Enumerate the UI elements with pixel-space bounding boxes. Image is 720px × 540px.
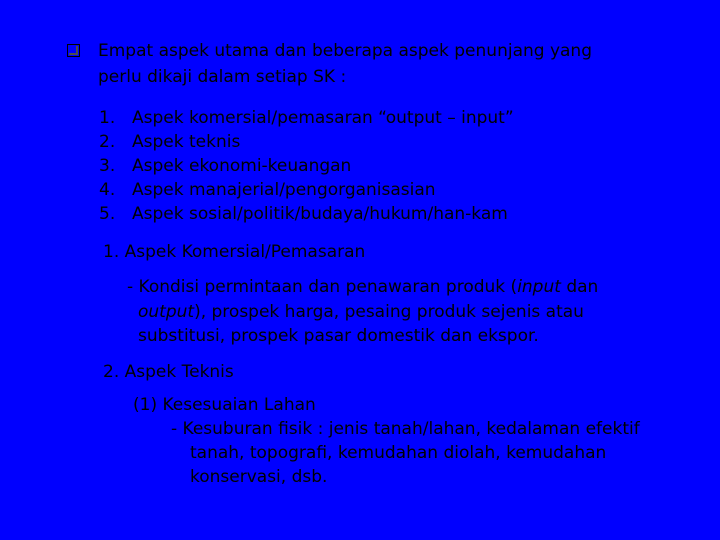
list-item-label: Aspek manajerial/pengorganisasian (132, 180, 436, 200)
section-2-heading: 2. Aspek Teknis (103, 362, 234, 382)
text-run: - Kondisi permintaan dan penawaran produk ( (127, 277, 518, 297)
list-item-label: Aspek ekonomi-keuangan (132, 156, 352, 176)
section-1-heading: 1. Aspek Komersial/Pemasaran (103, 242, 366, 262)
section-2-detail-line-1: - Kesuburan fisik : jenis tanah/lahan, kedalaman efektif (171, 419, 640, 439)
checkbox-bullet-icon (67, 44, 80, 57)
italic-term: input (517, 277, 561, 297)
list-item-number: 1. (99, 108, 116, 128)
text-run: ), prospek harga, pesaing produk sejenis atau (194, 302, 584, 322)
section-2-detail-line-2: tanah, topografi, kemudahan diolah, kemudahan (190, 443, 607, 463)
text-run: dan (560, 277, 599, 297)
section-1-text-line-2 (138, 301, 584, 324)
intro-line-1: Empat aspek utama dan beberapa aspek penunjang yang (98, 41, 592, 61)
intro-line-2: perlu dikaji dalam setiap SK : (98, 67, 347, 87)
list-item-label: Aspek sosial/politik/budaya/hukum/han-kam (132, 204, 508, 224)
section-1-text-line-1 (127, 276, 598, 299)
list-item-number: 4. (99, 180, 116, 200)
list-item-label: Aspek teknis (132, 132, 241, 152)
italic-term: output (138, 302, 195, 322)
list-item-number: 5. (99, 204, 116, 224)
section-2-subheading: (1) Kesesuaian Lahan (133, 395, 316, 415)
section-1-text-line-3: substitusi, prospek pasar domestik dan ekspor. (138, 326, 539, 346)
list-item-label: Aspek komersial/pemasaran “output – input” (132, 108, 514, 128)
list-item-number: 3. (99, 156, 116, 176)
list-item-number: 2. (99, 132, 116, 152)
section-2-detail-line-3: konservasi, dsb. (190, 467, 328, 487)
